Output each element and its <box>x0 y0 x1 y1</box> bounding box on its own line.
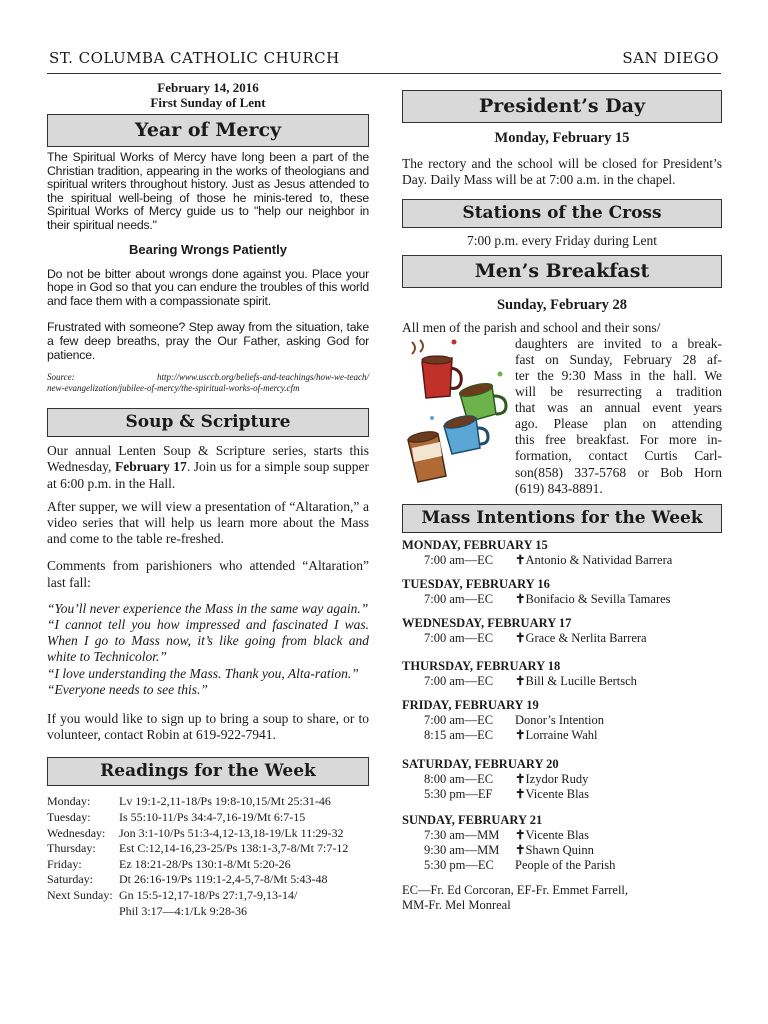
mass-day-title: SUNDAY, FEBRUARY 21 <box>402 812 543 827</box>
presidents-day-body: The rectory and the school will be closed for President’s Day. Daily Mass will be at 7:00 a.m. in the chapel. <box>402 156 722 188</box>
mens-breakfast-line: fast on Sunday, February 28 af- <box>515 351 722 367</box>
celebrant-legend <box>402 883 722 913</box>
mass-intention <box>515 631 722 646</box>
mass-day-title: WEDNESDAY, FEBRUARY 17 <box>402 615 572 630</box>
mass-entry <box>402 843 722 858</box>
readings-list <box>47 794 369 919</box>
mens-breakfast-heading: Men’s Breakfast <box>402 255 722 288</box>
reading-ref: Is 55:10-11/Ps 34:4-7,16-19/Mt 6:7-15 <box>119 809 306 824</box>
mass-intentions-heading: Mass Intentions for the Week <box>402 504 722 533</box>
mass-entry <box>402 553 722 568</box>
reading-row <box>47 872 369 888</box>
mass-intention <box>515 553 722 568</box>
quote-3: “I love understanding the Mass. Thank you, Alta-ration.” <box>47 665 359 681</box>
mass-day-title: FRIDAY, FEBRUARY 19 <box>402 697 539 712</box>
mass-time: 9:30 am—MM <box>424 842 500 857</box>
reading-row <box>47 841 369 857</box>
mass-time: 7:00 am—EC <box>424 591 494 606</box>
reading-day: Thursday: <box>47 841 96 856</box>
cross-icon: ✝ <box>515 630 526 645</box>
mass-intention <box>515 674 722 689</box>
mass-entry <box>402 728 722 743</box>
mens-breakfast-line: ter the 9:30 Mass in the hall. We <box>515 368 722 383</box>
presidents-day-date: Monday, February 15 <box>494 130 630 146</box>
reading-day: Friday: <box>47 856 82 871</box>
mass-time: 7:30 am—MM <box>424 827 500 842</box>
mass-entry <box>402 858 722 873</box>
mass-intention <box>515 858 722 873</box>
reading-row <box>47 904 369 920</box>
mass-intention-name: Vicente Blas <box>525 786 589 801</box>
reading-day: Monday: <box>47 794 91 809</box>
mass-time: 7:00 am—EC <box>424 630 494 645</box>
mass-day-block <box>402 577 722 607</box>
mass-entry <box>402 828 722 843</box>
celebrant-legend-line2: MM-Fr. Mel Monreal <box>402 897 511 912</box>
reading-row <box>47 794 369 810</box>
mass-intention-name: Antonio & Natividad Barrera <box>525 552 673 567</box>
cross-icon: ✝ <box>515 552 526 567</box>
soup-scripture-heading: Soup & Scripture <box>47 408 369 437</box>
mass-entry <box>402 631 722 646</box>
mass-day-block <box>402 538 722 568</box>
mens-breakfast-line: will be resurrecting a tradition <box>515 384 722 400</box>
mass-entry <box>402 787 722 802</box>
quote-1: “You’ll never experience the Mass in the same way again.” <box>47 600 369 616</box>
source-label: Source: <box>47 372 75 383</box>
right-column <box>402 90 722 913</box>
readings-heading: Readings for the Week <box>47 757 369 786</box>
mass-time: 7:00 am—EC <box>424 673 494 688</box>
cross-icon: ✝ <box>515 786 526 801</box>
blue-cup-icon <box>443 413 488 454</box>
mass-day-title: THURSDAY, FEBRUARY 18 <box>402 658 561 673</box>
soup-para4: If you would like to sign up to bring a soup to share, or to volunteer, contact Robin at 619-922-7941. <box>47 710 369 743</box>
mass-intention-name: Grace & Nerlita Barrera <box>525 630 647 645</box>
mass-intention <box>515 787 722 802</box>
mens-breakfast-line1: All men of the parish and school and their sons/ <box>402 319 661 335</box>
stations-heading: Stations of the Cross <box>402 199 722 228</box>
mass-time: 5:30 pm—EC <box>424 857 494 872</box>
year-of-mercy-intro: The Spiritual Works of Mercy have long been a part of the Christian tradition, appearing in the works of theologians and spiritual writers throughout history. Just as Jesus attended to the spiritual well-being of those he minis-tered to, these Spiritual Works of Mercy guide us to "help our neighbor in their spiritual needs." <box>47 150 369 232</box>
mass-intention <box>515 728 722 743</box>
mass-day-block <box>402 757 722 802</box>
cross-icon: ✝ <box>515 827 526 842</box>
reading-ref: Gn 15:5-12,17-18/Ps 27:1,7-9,13-14/ <box>119 887 298 902</box>
mens-breakfast-line: formation, contact Curtis Carl- <box>515 448 722 464</box>
reading-day: Next Sunday: <box>47 887 113 902</box>
stations-body: 7:00 p.m. every Friday during Lent <box>466 233 658 249</box>
reading-day: Saturday: <box>47 872 93 887</box>
soup-date: February 17 <box>114 459 187 475</box>
church-name: ST. COLUMBA CATHOLIC CHURCH <box>49 49 340 67</box>
reading-row <box>47 857 369 873</box>
cross-icon: ✝ <box>515 727 526 742</box>
mass-intention-name: Bill & Lucille Bertsch <box>525 673 637 688</box>
left-column <box>47 80 369 919</box>
reading-row <box>47 810 369 826</box>
masthead <box>47 48 721 74</box>
mass-intention <box>515 843 722 858</box>
reading-day: Tuesday: <box>47 809 91 824</box>
mass-intention-name: Shawn Quinn <box>525 842 594 857</box>
celebrant-legend-line1: EC—Fr. Ed Corcoran, EF-Fr. Emmet Farrell, <box>402 882 629 897</box>
mass-day-block <box>402 616 722 646</box>
mass-intention <box>515 772 722 787</box>
mens-breakfast-wrap-area <box>402 336 722 498</box>
mass-intention <box>515 592 722 607</box>
cross-icon: ✝ <box>515 842 526 857</box>
mass-day-title: TUESDAY, FEBRUARY 16 <box>402 576 550 591</box>
reading-day <box>47 904 119 920</box>
soup-para2: After supper, we will view a presentation of “Altaration,” a video series that will help us learn more about the Mass and come to the table re-freshed. <box>47 498 369 547</box>
mass-day-title: MONDAY, FEBRUARY 15 <box>402 537 548 552</box>
mass-intention-name: Bonifacio & Sevilla Tamares <box>525 591 671 606</box>
mass-day-block <box>402 659 722 689</box>
bearing-wrongs-para1: Do not be bitter about wrongs done against you. Place your hope in God so that you can endure the troubles of this world and face them with a compassionate spirit. <box>47 266 369 308</box>
source-line <box>47 372 369 383</box>
quote-4: “Everyone needs to see this.” <box>47 681 208 697</box>
mass-entry <box>402 772 722 787</box>
reading-ref: Jon 3:1-10/Ps 51:3-4,12-13,18-19/Lk 11:29-32 <box>119 825 344 840</box>
mass-intention-name: Vicente Blas <box>525 827 589 842</box>
cross-icon: ✝ <box>515 591 526 606</box>
quote-2: “I cannot tell you how impressed and fascinated I was. When I go to Mass now, it’s like going from black and white to Technicolor.” <box>47 616 369 665</box>
mass-time: 8:15 am—EC <box>424 727 494 742</box>
mass-entry <box>402 674 722 689</box>
city-name: SAN DIEGO <box>622 49 719 67</box>
mass-intentions-list <box>402 538 722 873</box>
mass-day-block <box>402 813 722 873</box>
reading-ref: Est C:12,14-16,23-25/Ps 138:1-3,7-8/Mt 7:7-12 <box>119 841 349 856</box>
source-url-2[interactable]: new-evangelization/jubilee-of-mercy/the-spiritual-works-of-mercy.cfm <box>47 383 300 394</box>
mass-entry <box>402 592 722 607</box>
red-cup-icon <box>422 356 461 398</box>
reading-row <box>47 826 369 842</box>
cross-icon: ✝ <box>515 673 526 688</box>
mens-breakfast-body <box>515 336 722 497</box>
mass-time: 7:00 am—EC <box>424 552 494 567</box>
mens-breakfast-line: daughters are invited to a break- <box>515 335 722 351</box>
soup-para3: Comments from parishioners who attended “Altaration” last fall: <box>47 558 369 590</box>
issue-date: February 14, 2016 <box>157 80 259 95</box>
mass-entry <box>402 713 722 728</box>
reading-ref: Dt 26:16-19/Ps 119:1-2,4-5,7-8/Mt 5:43-48 <box>119 872 328 887</box>
mass-intention-name: Izydor Rudy <box>525 771 589 786</box>
mens-breakfast-line: son(858) 337-5768 or Bob Horn <box>515 464 722 480</box>
mass-time: 8:00 am—EC <box>424 771 494 786</box>
mass-intention-name: Donor’s Intention <box>515 712 604 727</box>
reading-row <box>47 888 369 904</box>
reading-ref: Phil 3:17—4:1/Lk 9:28-36 <box>119 903 248 918</box>
source-url-1[interactable]: http://www.usccb.org/beliefs-and-teachings/how-we-teach/ <box>157 372 369 383</box>
mass-intention <box>515 828 722 843</box>
mass-time: 5:30 pm—EF <box>424 786 493 801</box>
reading-ref: Lv 19:1-2,11-18/Ps 19:8-10,15/Mt 25:31-46 <box>119 794 331 809</box>
mens-breakfast-line: ago. Please plan on attending <box>515 416 722 432</box>
mass-day-title: SATURDAY, FEBRUARY 20 <box>402 756 559 771</box>
soup-para1: Our annual Lenten Soup & Scripture series, starts this Wednesday, February 17. Join us for a simple soup supper at 6:00 p.m. in the Hall. <box>47 443 370 491</box>
mens-breakfast-line: (619) 843-8891. <box>515 480 603 496</box>
reading-day: Wednesday: <box>47 825 106 840</box>
mens-breakfast-date: Sunday, February 28 <box>496 296 628 313</box>
coffee-cups-illustration <box>402 336 512 486</box>
bearing-wrongs-para2: Frustrated with someone? Step away from the situation, take a few deep breaths, pray the Our Father, asking God for patience. <box>47 320 369 362</box>
mens-breakfast-line: this free breakfast. For more in- <box>515 432 722 448</box>
mass-time: 7:00 am—EC <box>424 712 494 727</box>
presidents-day-heading: President’s Day <box>402 90 722 123</box>
mass-day-block <box>402 698 722 743</box>
reading-ref: Ez 18:21-28/Ps 130:1-8/Mt 5:20-26 <box>119 856 291 871</box>
year-of-mercy-heading: Year of Mercy <box>47 114 369 147</box>
bearing-wrongs-subhead: Bearing Wrongs Patiently <box>129 241 287 257</box>
cross-icon: ✝ <box>515 771 526 786</box>
mass-intention-name: People of the Parish <box>515 857 616 872</box>
brown-cup-icon <box>407 430 446 482</box>
mens-breakfast-line: that was an annual event years <box>515 400 722 416</box>
mass-intention <box>515 713 722 728</box>
mass-intention-name: Lorraine Wahl <box>525 727 598 742</box>
liturgical-occasion: First Sunday of Lent <box>150 95 266 110</box>
